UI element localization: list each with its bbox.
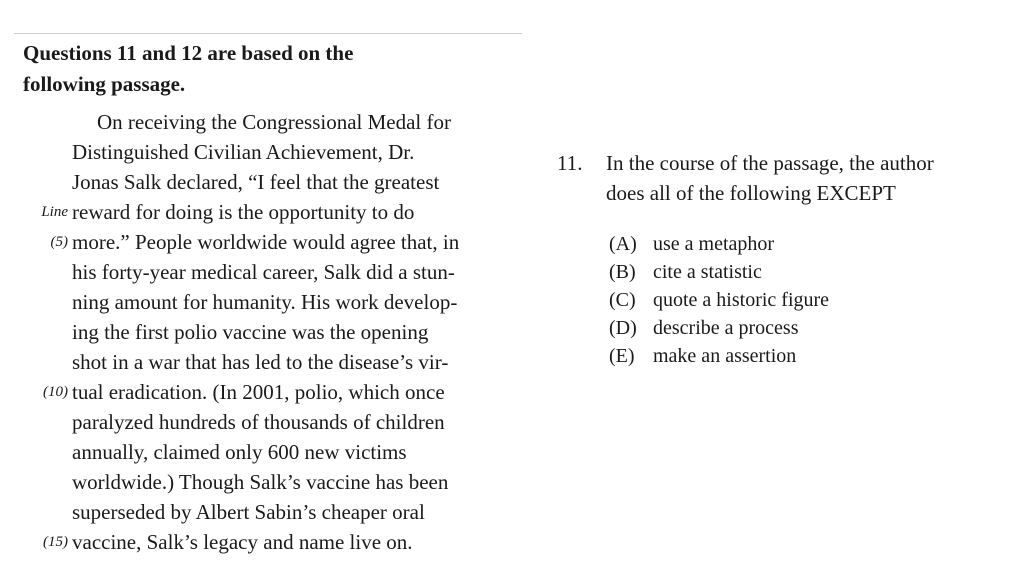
passage-line: [28, 167, 528, 197]
passage-line-text: tual eradication. (In 2001, polio, which once: [72, 380, 445, 404]
choice-text: describe a process: [653, 317, 799, 339]
passage-line: [28, 407, 528, 437]
passage-line-text: On receiving the Congressional Medal for: [97, 110, 451, 134]
line-number: (10): [43, 384, 68, 400]
choice-d[interactable]: [609, 314, 997, 342]
passage-line-text: vaccine, Salk’s legacy and name live on.: [72, 530, 413, 554]
passage-line-text: more.” People worldwide would agree that, in: [72, 230, 460, 254]
passage-line: [28, 467, 528, 497]
line-number: (5): [50, 234, 68, 250]
passage-line-text: annually, claimed only 600 new victims: [72, 440, 407, 464]
answer-choices: [609, 230, 997, 370]
passage-line-text: worldwide.) Though Salk’s vaccine has been: [72, 470, 449, 494]
choice-text: quote a historic figure: [653, 289, 830, 311]
question-stem-line-1: [557, 148, 997, 178]
choice-letter: (A): [609, 233, 637, 255]
choice-text: make an assertion: [653, 345, 797, 367]
passage-line-text: shot in a war that has led to the disease’s vir-: [72, 350, 449, 374]
passage-line: [28, 527, 528, 557]
choice-letter: (B): [609, 261, 636, 283]
passage-line-text: reward for doing is the opportunity to do: [72, 200, 415, 224]
choice-text: use a metaphor: [653, 233, 775, 255]
passage-line: [28, 227, 528, 257]
passage-line-text: his forty-year medical career, Salk did a stun-: [72, 260, 455, 284]
passage-line: [28, 317, 528, 347]
passage-line: [28, 257, 528, 287]
question-stem-line-2: [557, 178, 997, 208]
passage-heading: [23, 38, 503, 100]
question-stem-text: In the course of the passage, the author: [606, 151, 934, 175]
line-number: Line: [41, 204, 68, 220]
choice-text: cite a statistic: [653, 261, 762, 283]
passage-line: [28, 377, 528, 407]
passage-line-text: paralyzed hundreds of thousands of children: [72, 410, 445, 434]
choice-b[interactable]: [609, 258, 997, 286]
passage-line: [28, 497, 528, 527]
choice-a[interactable]: [609, 230, 997, 258]
question-number: 11.: [557, 151, 583, 175]
reading-passage: [28, 107, 528, 557]
heading-line-2: following passage.: [23, 72, 186, 96]
passage-line: [28, 437, 528, 467]
passage-line-text: Jonas Salk declared, “I feel that the greatest: [72, 170, 440, 194]
choice-c[interactable]: [609, 286, 997, 314]
passage-line: [28, 287, 528, 317]
passage-line: [28, 107, 528, 137]
question-stem-text: does all of the following EXCEPT: [606, 181, 896, 205]
choice-e[interactable]: [609, 342, 997, 370]
passage-line-text: ning amount for humanity. His work develop-: [72, 290, 458, 314]
heading-line-1: Questions 11 and 12 are based on the: [23, 41, 354, 65]
choice-letter: (D): [609, 317, 637, 339]
choice-letter: (E): [609, 345, 635, 367]
passage-line: [28, 347, 528, 377]
question-11: [557, 148, 997, 370]
passage-line-text: ing the first polio vaccine was the opening: [72, 320, 429, 344]
top-divider: [14, 33, 522, 34]
passage-line: [28, 197, 528, 227]
passage-line-text: Distinguished Civilian Achievement, Dr.: [72, 140, 415, 164]
line-number: (15): [43, 534, 68, 550]
choice-letter: (C): [609, 289, 636, 311]
passage-line-text: superseded by Albert Sabin’s cheaper oral: [72, 500, 425, 524]
passage-line: [28, 137, 528, 167]
